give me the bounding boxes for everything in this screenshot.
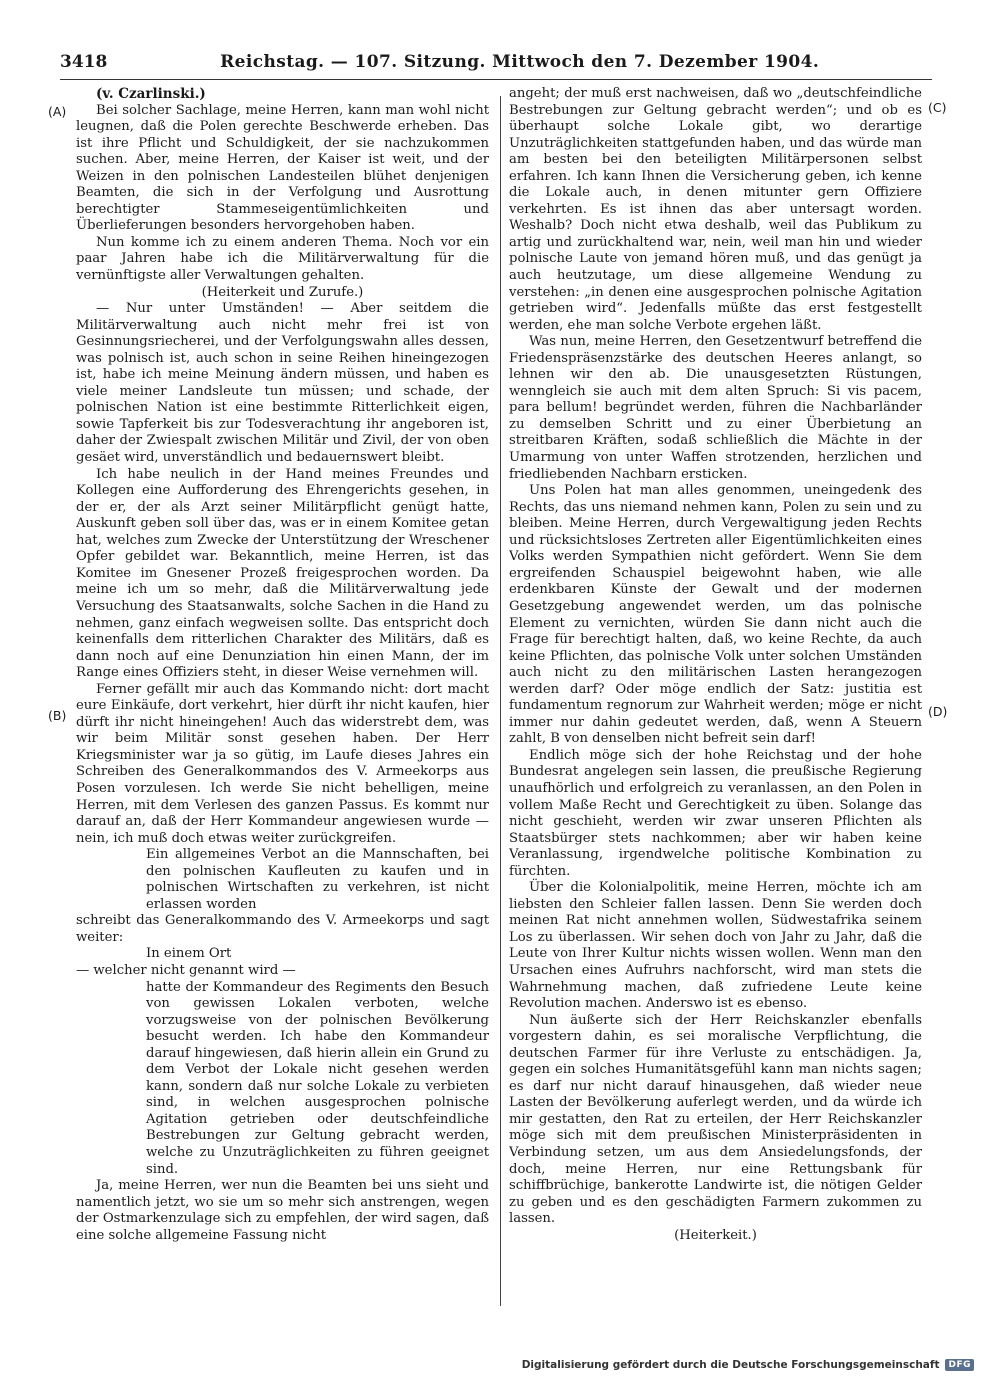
paragraph: — Nur unter Umständen! — Aber seitdem die Militärverwaltung auch nicht mehr frei ist von Gesinnungsriecherei, und der Verfolgungswahn alles dessen, was polnisch ist, auch schon in seine Reihen hineingezogen ist, habe ich meine Meinung ändern müssen, und haben es viele meiner Landsleute tun müssen; und schade, der polnischen Nation ist eine bestimmte Ritterlichkeit eigen, sowie Tapferkeit bis zur Todesverachtung ihr angeboren ist, daher der Zwiespalt zwischen Militär und Zivil, der von oben gesäet wird, unverständlich und bedauernswert bleibt.	[76, 301, 489, 466]
speaker-name: (v. Czarlinski.)	[96, 86, 206, 102]
paragraph: Nun äußerte sich der Herr Reichskanzler ebenfalls vorgestern dahin, es sei moralische Verpflichtung, die deutschen Farmer für ihre Verluste zu entschädigen. Ja, gegen ein solches Humanitätsgefühl kann man nichts sagen; es darf nur nicht darauf hinausgehen, daß wieder neue Lasten der Bevölkerung auferlegt werden, und da würde ich mir gestatten, den Rat zu erteilen, der Herr Reichskanzler möge sich mit dem preußischen Ministerpräsidenten in Verbindung setzen, um aus dem Ansiedelungsfonds, der doch, meine Herren, nur eine Rettungsbank für schiffbrüchige, bankerotte Landwirte ist, die nötigen Gelder zu geben und es den geschädigten Farmern zukommen zu lassen.	[509, 1012, 922, 1227]
paragraph: Ich habe neulich in der Hand meines Freundes und Kollegen eine Aufforderung des Ehrengerichts gesehen, in der er, der als Arzt seiner Militärpflicht genügt hatte, Auskunft geben soll über das, was er in einem Komitee getan hat, welches zum Zwecke der Unterstützung der Wreschener Opfer gebildet war. Bekanntlich, meine Herren, ist das Komitee im Gnesener Prozeß freigesprochen worden. Da meine ich um so mehr, daß die Militärverwaltung jede Versuchung des Staatsanwalts, solche Sachen in die Hand zu nehmen, ganz einfach wegweisen sollte. Das entspricht doch keinenfalls dem ritterlichen Charakter des Militärs, daß es dann noch auf eine Denunziation hin einen Mann, der im Range eines Offiziers steht, in dieser Weise vernehmen will.	[76, 466, 489, 681]
block-quote: Ein allgemeines Verbot an die Mannschaften, bei den polnischen Kaufleuten zu kaufen und in polnischen Wirtschaften zu verkehren, ist nicht erlassen worden	[146, 847, 489, 912]
interjection: (Heiterkeit.)	[674, 1227, 757, 1243]
column-divider	[500, 96, 501, 1306]
paragraph: schreibt das Generalkommando des V. Armeekorps und sagt weiter:	[76, 913, 489, 945]
left-column	[76, 86, 489, 1311]
paragraph: Nun komme ich zu einem anderen Thema. Noch vor ein paar Jahren habe ich die Militärverwaltung für die vernünftigste aller Verwaltungen gehalten.	[76, 234, 489, 284]
interjection: (Heiterkeit und Zurufe.)	[201, 284, 364, 300]
paragraph: Uns Polen hat man alles genommen, uneingedenk des Rechts, das uns niemand nehmen kann, Polen zu sein und zu bleiben. Meine Herren, durch Vergewaltigung jeden Rechts und rücksichtsloses Zertreten aller Eigentümlichkeiten eines Volks werden Sympathien nicht gefördert. Wenn Sie dem ergreifenden Schauspiel beigewohnt haben, wie alle erdenkbaren Künste der Gewalt und der modernen Gesetzgebung angewendet werden, um das polnische Element zu vernichten, würden Sie dann nicht auch die Frage für berechtigt halten, daß, wo keine Rechte, da auch keine Pflichten, das polnische Volk unter solchen Umständen auch nicht zu den militärischen Lasten herangezogen werden darf? Oder möge endlich der Satz: justitia est fundamentum regnorum zur Wahrheit werden; möge er nicht immer nur dahin gedeutet werden, daß, wenn A Steuern zahlt, B von denselben nicht befreit sein darf!	[509, 483, 922, 747]
block-quote: In einem Ort	[146, 946, 232, 962]
paragraph: angeht; der muß erst nachweisen, daß wo „deutschfeindliche Bestrebungen zur Geltung gebracht werden“; und ob es überhaupt solche Lokale gibt, wo derartige Unzuträglichkeiten stattgefunden haben, und das würde man am besten bei den beteiligten Militärpersonen selbst erfahren. Ich kann Ihnen die Versicherung geben, ich kenne die Lokale auch, in denen mitunter gern Offiziere verkehrten. Es ist ihnen das aber untersagt worden. Weshalb? Doch nicht etwa deshalb, weil das Publikum zu artig und zurückhaltend war, nein, weil man hin und wieder polnische Laute von jemand hören muß, und das genügt ja auch heutzutage, um diese allgemeine Wendung zu verstehen: „in denen eine ausgesprochen polnische Agitation getrieben wird“. Jedenfalls müßte das erst festgestellt werden, ehe man solche Verbote ergehen läßt.	[509, 86, 922, 333]
margin-mark-d: (D)	[928, 704, 948, 719]
paragraph: Ferner gefällt mir auch das Kommando nicht: dort macht eure Einkäufe, dort verkehrt, hier dürft ihr nicht kaufen, hier dürft ihr nicht hineingehen! Auch das widerstrebt dem, was wir beim Militär sonst gesehen haben. Der Herr Kriegsminister war ja so gütig, im Laufe dieses Jahres ein Schreiben des Generalkommandos des V. Armeekorps aus Posen vorzulesen. Ich werde Sie nicht behelligen, meine Herren, mit dem Verlesen des ganzen Passus. Es kommt nur darauf an, daß der Herr Kommandeur angewiesen wurde — nein, ich muß doch etwas weiter zurückgreifen.	[76, 681, 489, 846]
paragraph: Was nun, meine Herren, den Gesetzentwurf betreffend die Friedenspräsenzstärke des deutschen Heeres anlangt, so lehnen wir den ab. Die unausgesetzten Rüstungen, wenngleich sie auch mit dem alten Spruch: Si vis pacem, para bellum! begründet werden, führen die Nachbarländer zu demselben Schritt und zu einer Überbietung an streitbaren Kräften, sodaß schließlich die Mächte in der Umarmung von unter Waffen strotzenden, herzlichen und friedliebenden Nachbarn ersticken.	[509, 334, 922, 482]
right-column	[509, 86, 922, 1311]
margin-mark-a: (A)	[48, 104, 67, 119]
running-title: Reichstag. — 107. Sitzung. Mittwoch den 7. Dezember 1904.	[220, 52, 820, 72]
page-header	[60, 52, 932, 78]
aside-remark: — welcher nicht genannt wird —	[76, 962, 296, 978]
margin-mark-c: (C)	[928, 100, 947, 115]
paragraph: Ja, meine Herren, wer nun die Beamten bei uns sieht und namentlich jetzt, wo sie um so mehr sich anstrengen, wegen der Ostmarkenzulage sich zu empfehlen, der wird sagen, daß eine solche allgemeine Fassung nicht	[76, 1178, 489, 1243]
dfg-logo-icon: DFG	[945, 1359, 974, 1371]
paragraph: Bei solcher Sachlage, meine Herren, kann man wohl nicht leugnen, daß die Polen gerechte Beschwerde erheben. Das ist ihre Pflicht und Schuldigkeit, der sie nachzukommen suchen. Aber, meine Herren, der Kaiser ist weit, und der Weizen in den polnischen Landesteilen blühet denjenigen Beamten, die sich in der Verfolgung und Ausrottung berechtigter Stammeseigentümlichkeiten und Überlieferungen besonders hervorgehoben haben.	[76, 102, 489, 234]
footer-credit: Digitalisierung gefördert durch die Deutsche Forschungsgemeinschaft	[521, 1359, 940, 1371]
margin-mark-b: (B)	[48, 708, 67, 723]
page-number: 3418	[60, 52, 108, 72]
block-quote: hatte der Kommandeur des Regiments den Besuch von gewissen Lokalen verboten, welche vorzugsweise von der polnischen Bevölkerung besucht werden. Ich habe den Kommandeur darauf hingewiesen, daß hierin allein ein Grund zu dem Verbot der Lokale nicht gesehen werden kann, sondern daß nur solche Lokale zu verbieten sind, in welchen ausgesprochen polnische Agitation getrieben oder deutschfeindliche Bestrebungen zur Geltung gebracht werden, welche zu Unzuträglichkeiten zu führen geeignet sind.	[146, 979, 489, 1177]
digitization-footer	[522, 1359, 974, 1371]
header-rule	[60, 79, 932, 80]
paragraph: Endlich möge sich der hohe Reichstag und der hohe Bundesrat angelegen sein lassen, die preußische Regierung unaufhörlich und erfolgreich zu veranlassen, an den Polen in vollem Maße Recht und Gerechtigkeit zu üben. Solange das nicht geschieht, werden wir zwar unseren Pflichten als Staatsbürger stets nachkommen; aber wir haben keine Veranlassung, irgendwelche politische Kombination zu fürchten.	[509, 747, 922, 879]
paragraph: Über die Kolonialpolitik, meine Herren, möchte ich am liebsten den Schleier fallen lassen. Denn Sie werden doch meinen Rat nicht annehmen wollen, Südwestafrika seinem Los zu überlassen. Wir sehen doch von Jahr zu Jahr, daß die Leute von Ihrer Kultur nichts wissen wollen. Wenn man den Ursachen eines Aufruhrs nachforscht, wird man stets die Wahrnehmung machen, daß zufriedene Leute keine Revolution machen. Anderswo ist es ebenso.	[509, 880, 922, 1012]
